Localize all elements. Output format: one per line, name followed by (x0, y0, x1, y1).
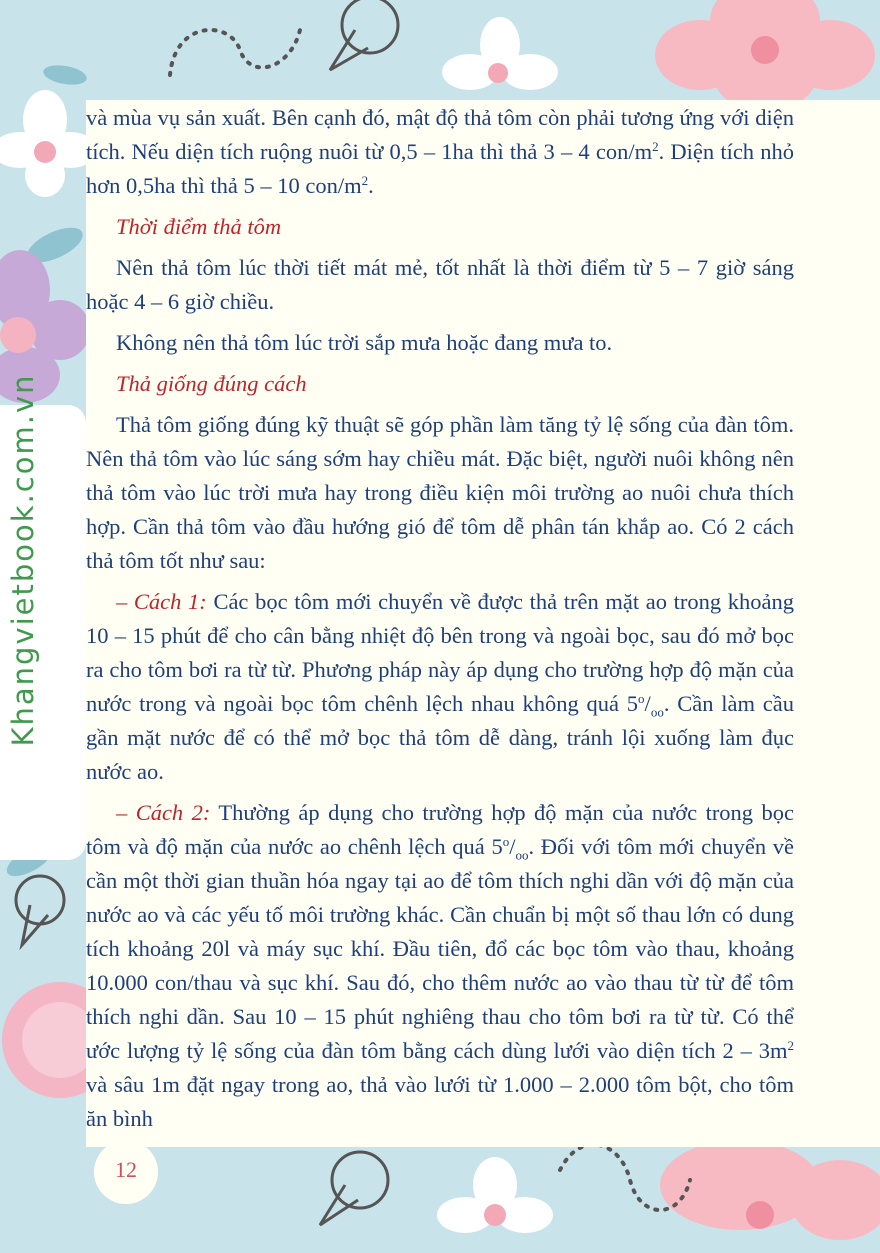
white-flower-left-icon (0, 90, 98, 197)
text-run: o (638, 691, 645, 706)
text-run: – (116, 589, 134, 614)
white-flower-top-icon (442, 17, 558, 90)
paragraph (86, 101, 794, 203)
text-run: Thả giống đúng cách (116, 371, 307, 396)
paragraph (86, 251, 794, 319)
page-number: 12 (94, 1140, 158, 1204)
text-run: / (644, 691, 651, 716)
text-run: . Cần làm cầu gần mặt nước để có thể mở bọc thả tôm dễ dàng, tránh lội xuống làm đục nước ao. (86, 691, 794, 784)
text-run: Thả tôm giống đúng kỹ thuật sẽ góp phần làm tăng tỷ lệ sống của đàn tôm. Nên thả tôm vào lúc sáng sớm hay chiều mát. Đặc biệt, người nuôi không nên thả tôm vào lúc trời mưa hay trong điều kiện môi trường ao nuôi chưa thích hợp. Cần thả tôm vào đầu hướng gió để tôm dễ phân tán khắp ao. Có 2 cách thả tôm tốt như sau: (86, 412, 794, 573)
text-run: Các bọc tôm mới chuyển về được thả trên mặt ao trong khoảng 10 – 15 phút để cho cân bằng nhiệt độ bên trong và ngoài bọc, sau đó mở bọc ra cho tôm bơi ra từ từ. Phương pháp này áp dụng cho trường hợp độ mặn của nước trong và ngoài bọc tôm chênh lệch nhau không quá 5 (86, 589, 794, 716)
paragraph (86, 326, 794, 360)
text-run: 2 (652, 139, 659, 154)
text-run: – (116, 800, 136, 825)
method-label: Cách 1: (133, 589, 207, 614)
text-run: Thường áp dụng cho trường hợp độ mặn của nước trong bọc tôm và độ mặn của nước ao chênh lệch quá 5 (86, 800, 794, 859)
text-run: Nên thả tôm lúc thời tiết mát mẻ, tốt nhất là thời điểm từ 5 – 7 giờ sáng hoặc 4 – 6 giờ chiều. (86, 255, 794, 314)
section-heading (86, 210, 794, 244)
text-run: / (509, 834, 516, 859)
page-content (86, 101, 794, 1136)
watermark-text: Khangvietbook.com.vn (6, 373, 40, 747)
text-run: và sâu 1m đặt ngay trong ao, thả vào lưới từ 1.000 – 2.000 tôm bột, cho tôm ăn bình (86, 1072, 794, 1131)
paragraph (86, 585, 794, 789)
text-run: oo (515, 847, 529, 863)
text-run: . Đối với tôm mới chuyển về cần một thời gian thuần hóa ngay tại ao để tôm thích nghi dần với độ mặn của nước ao và các yếu tố môi trường khác. Cần chuẩn bị một số thau lớn có dung tích khoảng 20l và máy sục khí. Đầu tiên, đổ các bọc tôm vào thau, khoảng 10.000 con/thau và sục khí. Sau đó, cho thêm nước ao vào thau từ từ để tôm thích nghi dần. Sau 10 – 15 phút nghiêng thau cho tôm bơi ra từ từ. Có thể ước lượng tỷ lệ sống của đàn tôm bằng cách dùng lưới vào diện tích 2 – 3m (86, 834, 795, 1063)
text-run: . Diện tích nhỏ hơn 0,5ha thì thả 5 – 10 con/m (86, 139, 794, 198)
white-flower-bottom-icon (437, 1157, 553, 1233)
text-run: oo (650, 704, 664, 720)
text-run: Thời điểm thả tôm (116, 214, 282, 239)
text-run: và mùa vụ sản xuất. Bên cạnh đó, mật độ thả tôm còn phải tương ứng với diện tích. Nếu diện tích ruộng nuôi từ 0,5 – 1ha thì thả 3 – 4 con/m (86, 105, 794, 164)
text-run: o (502, 834, 510, 849)
method-label: Cách 2: (135, 800, 211, 825)
pink-flower-top-right-icon (655, 0, 875, 110)
paragraph (86, 796, 794, 1136)
pink-flower-bottom-right-icon (660, 1140, 880, 1240)
section-heading (86, 367, 794, 401)
text-run: . (368, 173, 374, 198)
paragraph (86, 408, 794, 578)
text-run: Không nên thả tôm lúc trời sắp mưa hoặc đang mưa to. (116, 330, 613, 355)
text-run: 2 (361, 173, 369, 188)
text-run: 2 (787, 1038, 794, 1053)
